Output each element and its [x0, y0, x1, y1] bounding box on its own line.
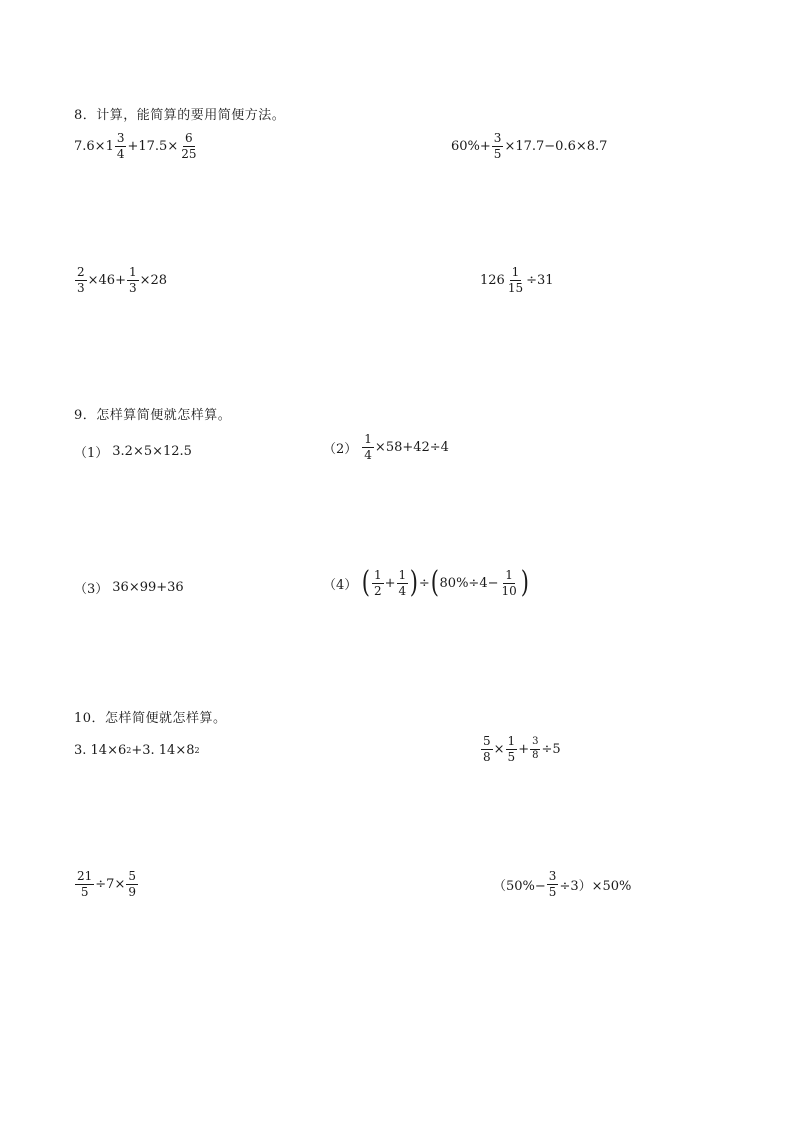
expr-text: +3. 14×8	[131, 743, 195, 758]
fraction: $\frac{2}{3}$	[77, 265, 85, 295]
expr-text: 7.6×1	[74, 138, 114, 154]
right-paren: )	[520, 565, 529, 600]
q9-heading: 9．怎样算简便就怎样算。	[74, 408, 232, 423]
q8-expr-4	[480, 266, 554, 294]
q9-expr-2	[323, 433, 449, 461]
q9-expr-3	[74, 578, 184, 597]
q10-heading: 10．怎样简便就怎样算。	[74, 711, 227, 726]
fraction: $\frac{3}{4}$	[116, 131, 125, 161]
expr-text: 3.2×5×12.5	[112, 444, 192, 459]
q8-expr-2	[451, 132, 607, 160]
expr-text: 60%+	[451, 138, 491, 154]
q8-expr-1	[74, 132, 200, 160]
fraction: $\frac{6}{25}$	[181, 131, 197, 161]
expr-text: +17.5×	[127, 138, 179, 154]
expr-text: +	[518, 741, 530, 757]
fraction: $\frac{21}{5}$	[77, 869, 93, 899]
expr-text: 36×99+36	[112, 580, 184, 595]
item-index: （3）	[74, 582, 109, 597]
superscript: 2	[126, 746, 132, 755]
fraction: $\frac{1}{15}$	[507, 265, 524, 295]
expr-text: ×	[493, 741, 505, 757]
q10-expr-1	[74, 743, 200, 758]
fraction: $\frac{1}{4}$	[364, 432, 372, 462]
fraction: $\frac{1}{4}$	[398, 567, 407, 598]
expr-text: 126	[480, 272, 505, 288]
left-paren: (	[430, 565, 439, 600]
q9-expr-1	[74, 442, 192, 461]
expr-text: +	[384, 575, 396, 591]
fraction: $\frac{3}{5}$	[548, 869, 557, 899]
q8-expr-3	[74, 266, 167, 294]
fraction: $\frac{5}{8}$	[483, 734, 491, 764]
expr-text: （50%−	[493, 878, 546, 894]
left-paren: (	[362, 565, 371, 600]
fraction: $\frac{1}{3}$	[128, 265, 137, 295]
item-index: （1）	[74, 446, 109, 461]
fraction: $\frac{5}{9}$	[128, 869, 136, 899]
expr-text: ÷5	[541, 741, 561, 757]
fraction: $\frac{3}{5}$	[493, 131, 502, 161]
superscript: 2	[194, 746, 200, 755]
item-index: （2）	[323, 441, 358, 457]
expr-text: 80%÷4−	[439, 575, 499, 591]
fraction: $\frac{3}{8}$	[532, 736, 539, 761]
fraction: $\frac{1}{2}$	[374, 567, 382, 598]
expr-text: ×28	[139, 272, 168, 288]
expr-text: ÷3）×50%	[559, 878, 632, 894]
right-paren: )	[409, 565, 419, 600]
fraction: $\frac{1}{5}$	[507, 734, 516, 764]
q9-expr-4	[323, 565, 529, 600]
expr-text: ×58+42÷4	[374, 439, 449, 455]
fraction: $\frac{1}{10}$	[501, 567, 517, 598]
expr-text: ÷7×	[95, 876, 126, 892]
item-index: （4）	[323, 577, 358, 593]
expr-text: ×17.7−0.6×8.7	[504, 138, 608, 154]
expr-text: 3. 14×6	[74, 743, 127, 758]
q10-expr-2	[480, 735, 561, 763]
q10-expr-3	[74, 870, 139, 898]
expr-text: ×46+	[87, 272, 126, 288]
expr-text: ÷31	[526, 272, 554, 288]
q10-expr-4	[493, 870, 631, 898]
q8-heading: 8．计算，能简算的要用简便方法。	[74, 108, 286, 123]
expr-text: ÷	[418, 575, 430, 591]
